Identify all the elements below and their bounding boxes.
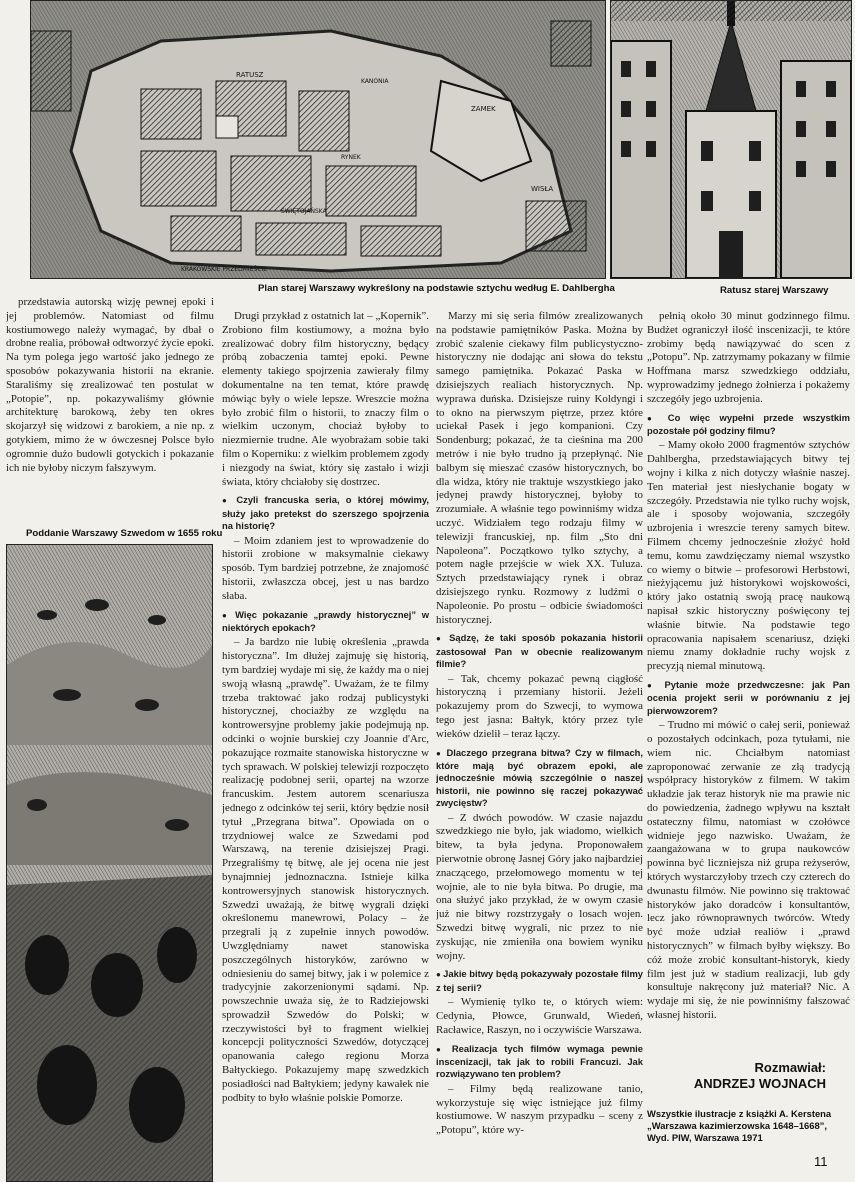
interview-answer: – Moim zdaniem jest to wprowadzenie do historii zrobione w maksymalnie ciekawy sposób. Tym bardziej potrzebne, że znajomość historii, zwłaszcza obcej, jest u nas bardzo słaba. [222,534,429,602]
text-column-1 [6,296,214,518]
interview-question: ● Więc pokazanie „prawdy historycznej” w niektórych epokach? [222,609,429,635]
map-label-krakowskie: KRAKOWSKIE PRZEDMIEŚCIE [181,266,268,273]
page-number: 11 [814,1154,828,1169]
interview-question: ● Pytanie może przedwczesne: jak Pan ocenia projekt serii w porównaniu z jej pierwowzorem? [647,679,850,717]
interview-answer: – Filmy będą realizowane tanio, wykorzystuje się więc istniejące już filmy kostiumowe. W naszym przypadku – sceny z „Potopu”, które wy- [436,1082,643,1137]
battle-caption: Poddanie Warszawy Szwedom w 1655 roku [26,528,223,539]
column-3-paragraph: Marzy mi się seria filmów zrealizowanych na podstawie pamiętników Paska. Można by zrobić szalenie ciekawy film publicystyczno-historyczny nie dodając ani słowa do tekstu samego pamiętnika. Pokazać Paska w dzisiejszych realiach historycznych. Np. wyprawa duńska. Dzisiejsze ruiny Koldyngi i to okno na pierwszym piętrze, przez które uciekał Pasek i jego kompanioni. Czy Sondenburg; pokazać, że ta cieśnina ma 200 metrów i nie było trudno ją przepłynąć. Nie balbym się mieszać czasów historycznych, bo dla widza, który nie traktuje wszystkiego jako jedynej prawdy historycznej, byłoby to zrozumiałe. A właśnie tego powinniśmy widza uczyć. Widziałem tego rodzaju filmy w telewizji francuskiej, np. film „Sto dni Napoleona”. Początkowo tylko sztychy, a potem nagłe przejście w wiek XX. Tuluza. Sztych przedstawiający rynek i obraz dzisiejszego rynku. Rozmowy z ludźmi o Napoleonie. Po prostu – odbicie świadomości historycznej. [436,310,643,626]
map-label-rynek: RYNEK [341,154,361,161]
credit-label: Rozmawiał: [754,1060,826,1075]
text-column-3 [436,310,643,1180]
interview-question: ● Jakie bitwy będą pokazywały pozostałe filmy z tej serii? [436,968,643,994]
interview-answer: – Z dwóch powodów. W czasie najazdu szwedzkiego nie było, jak wiadomo, wielkich bitew, ta była jedyna. Proponowałem pierwotnie obronę Jasnej Góry jako najbardziej znaczącego, przełomowego momentu w tej wojnie, ale to nie była bitwa. Po drugie, ma ona służyć jako przykład, że w owym czasie już nie bitwy rozstrzygały o losach wojen. Szwedzi bitwę wygrali, nic przez to nie zyskując, nie zmieniła ona bowiem wyniku wojny. [436,811,643,962]
interview-answer: – Tak, chcemy pokazać pewną ciągłość historyczną i przemiany historii. Jeżeli pokazujemy prom do Szwecji, to wymowa tego jest jasna: Bałtyk, który przez tyle wieków dzielił – teraz łączy. [436,672,643,740]
column-2-paragraph: Drugi przykład z ostatnich lat – „Kopernik”. Zrobiono film kostiumowy, a można było zrealizować dobry film historyczny, będący próbą zobaczenia tamtej epoki. Pewne elementy takiego spojrzenia zawierały filmy dokumentalne na ten temat, które prawdę mówiąc były o wiele lepsze. Wreszcie można było zrobić film o historii, to znaczy film o wielkim uczonym, chociaż byłoby to niezmiernie trudne. Ale wyobrażam sobie taki film o Koperniku: z wielkim problemem zgody i niezgody na świat, który się zastało i wizji świata, który chciałoby się dostrzec. [222,310,429,488]
credit-name: ANDRZEJ WOJNACH [693,1076,826,1091]
interview-answer: – Wymienię tylko te, o których wiem: Cedynia, Płowce, Grunwald, Wiedeń, Racławice, Raszyn, no i oczywiście Warszawa. [436,996,643,1036]
interviewer-credit [660,1060,826,1092]
map-label-wisla: WISŁA [531,185,554,193]
map-label-ratusz: RATUSZ [236,71,264,79]
text-column-2 [222,310,429,1180]
interview-question: ● Czyli francuska seria, o której mówimy, służy jako pretekst do szerszego spojrzenia na historię? [222,494,429,532]
column-1-paragraph: przedstawia autorską wizję pewnej epoki i jej problemów. Natomiast od filmu kostiumowego należy wymagać, by dbał o drobne realia, próbował odtworzyć życie epoki. Na tym polega jego wartość jako jednego ze sposobów pokazywania historii na ekranie. Staraliśmy się zrealizować ten postulat w „Potopie”, np. pokazywaliśmy głównie architekturę barokową, żeby ten okres skojarzył się widzowi z barokiem, a nie np. z gotykiem, mimo że w ówczesnej Polsce było ogromnie dużo budowli gotyckich i pokazanie ich nie byłoby niczym fałszywym. [6,296,214,474]
text-column-4 [647,310,850,1050]
old-warsaw-town-hall-image [610,0,852,279]
surrender-of-warsaw-engraving-image [6,544,213,1182]
townhall-caption: Ratusz starej Warszawy [720,285,829,296]
map-caption: Plan starej Warszawy wykreślony na podstawie sztychu według E. Dahlbergha [258,283,615,294]
map-label-swietojanska: ŚWIĘTOJAŃSKA [281,208,327,215]
illustration-source-note: Wszystkie ilustracje z książki A. Kerstena „Warszawa kazimierzowska 1648–1668”, Wyd. PIW, Warszawa 1971 [647,1108,832,1143]
column-4-paragraph: pełnią około 30 minut godzinnego filmu. Budżet ograniczył ilość inscenizacji, te które zrobimy będą nawiązywać do scen z „Potopu”. Np. zatrzymamy pokazany w filmie Hoffmana marsz szwedzkiego oddziału, wyprowadzimy jednego żołnierza i pokażemy szczegóły jego uzbrojenia. [647,310,850,405]
interview-answer: – Trudno mi mówić o całej serii, ponieważ o pozostałych odcinkach, poza tytułami, nie wiem nic. Chciałbym natomiast zaproponować zerwanie ze złą tradycją współpracy historyków z filmem. W takim układzie jak teraz historyk nie ma prawie nic do powiedzenia, żadnego wpływu na kształt ostateczny filmu, natomiast w czołówce widnieje jego nazwisko. Uważam, że zaangażowana w to grupa naukowców powinna być liczniejsza niż grupa reżyserów, których wystarczyłoby trzech czy czterech do dwunastu filmów. Nie powinno się traktować historyków jako doradców i konsultantów, lecz jako równoprawnych twórców. Wtedy być może udział realiów i „prawd historycznych” w filmach byłby większy. Bo cóż może zrobić konsultant-historyk, kiedy film jest już w stadium realizacji, lub gdy konsultuje nakręcony już materiał? Nic. A wydaje mi się, że nie powinniśmy fałszować własnej historii. [647,719,850,1021]
interview-question: ● Co więc wypełni przede wszystkim pozostałe pół godziny filmu? [647,412,850,438]
interview-answer: – Ja bardzo nie lubię określenia „prawda historyczna”. Im dłużej zajmuję się historią, tym bardziej wydaje mi się, że każdy ma o niej swoją własną „prawdę”. Uważam, że te filmy trzeba traktować jako rodzaj publicystyki historycznej, chociażby ze względu na kontrowersyjne problemy jakie podejmują np. odcinki o wojnie burskiej czy Joannie d'Arc, pokazujące rozmaite stanowiska historyczne w tych sprawach. W polskiej telewizji rozpoczęto realizację podobnej serii, opartej na wzorze francuskim. Jestem autorem scenariusza jednego z odcinków tej serii, który będzie nosił tytuł „Przegrana bitwa”. Opowiada on o trzydniowej walce ze Szwedami pod Warszawą, na terenie dzisiejszej Pragi. Przegraliśmy tę bitwę, ale jej ocena nie jest bynajmniej jednoznaczna. Istnieje kilka kontrowersyjnych stanowisk historycznych. Szwedzi uważają, że bitwę wygrali dzięki określonemu manewrowi, Polacy – że przegrali ją z zupełnie innych powodów. Uwzględniamy nawet stanowiska poszczególnych historyków, zarówno w odniesieniu do samej bitwy, jak i w polemice z tradycyjnie zakorzenionymi sądami. Np. powszechnie uważa się, że to Radziejowski sprowadził Szwedów do Polski; w rzeczywistości był to fragment wielkiej koncepcji polityczności Szwedów, dotyczącej opanowania całego regionu Morza Bałtyckiego. Pokazujemy mapę szwedzkich posiadłości nad Bałtykiem; jedyny kawałek nie podbity to było właśnie polskie Pomorze. [222,636,429,1104]
interview-question: ● Dlaczego przegrana bitwa? Czy w filmach, które mają być obrazem epoki, ale jednocześnie mówią szczególnie o naszej historii, nie powinno się raczej pokazywać zwycięstw? [436,747,643,810]
map-of-old-warsaw-image [30,0,606,279]
interview-answer: – Mamy około 2000 fragmentów sztychów Dahlbergha, przedstawiających bitwy tej wojny i kilka z nich dotyczy właśnie naszej. Ten materiał jest niesłychanie bogaty w szczegóły. Przedstawia nie tylko ruchy wojsk, ale i sposoby wojowania, szczegóły uzbrojenia i wreszcie tereny samych bitew. Filmem chcemy jednocześnie złożyć hołd temu, komu zawdzięczamy niemal wszystko co wiemy o bitwie – profesorowi Herbstowi, nieżyjącemu już historykowi wojskowości, który jako ostatnią swoją pracę naukową napisał szkic historyczny poświęcony tej właśnie bitwie. Na podstawie tego opracowania napisałem scenariusz, dzięki niemu znamy dokładnie ruchy wojsk z precyzją niemal minutową. [647,439,850,673]
interview-question: ● Sądzę, że taki sposób pokazania historii zastosował Pan w obecnie realizowanym filmie? [436,632,643,670]
map-label-kanonia: KANONIA [361,78,389,85]
map-label-zamek: ZAMEK [471,105,496,113]
interview-question: ● Realizacja tych filmów wymaga pewnie inscenizacji, tak jak to robili Francuzi. Jak rozwiązywano ten problem? [436,1043,643,1081]
